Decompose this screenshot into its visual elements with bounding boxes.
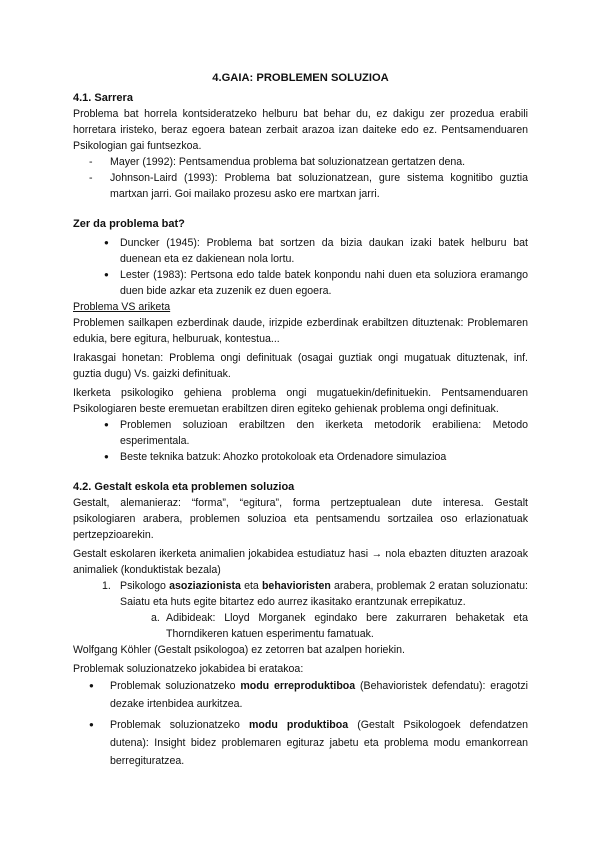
definitions-list — [73, 235, 528, 299]
list-letter: a. — [151, 612, 160, 624]
subheading-problem-vs-exercise: Problema VS ariketa — [73, 301, 171, 313]
list-number: 1. — [102, 580, 111, 592]
subheading-what-is-problem: Zer da problema bat? — [73, 218, 185, 230]
list-item — [73, 578, 528, 610]
list-item: - Johnson-Laird (1993): Problema bat soluzionatzean, gure sistema kognitibo guztia martxan jarri. Goi mailako prozesu asko ere martxan jarri. — [73, 170, 528, 202]
paragraph: Gestalt, alemanieraz: “forma”, “egitura”, forma pertzeptualean dute interesa. Gestalt psikologiaren arabera, problemen soluzioa eta pentsamendu sortzailea oso erlazionatuak pertzepzioarekin. — [73, 497, 528, 541]
list-item — [73, 716, 528, 770]
paragraph: Gestalt eskolaren ikerketa animalien jokabidea estudiatuz hasi → nola ebazten dituzten arazoak animaliek (konduktistak bezala) — [73, 548, 528, 576]
numbered-list — [73, 578, 528, 610]
paragraph: Problemak soluzionatzeko jokabidea bi eratakoa: — [73, 663, 304, 675]
list-item: ● Beste teknika batzuk: Ahozko protokoloak eta Ordenadore simulazioa — [73, 449, 528, 465]
page-title: 4.GAIA: PROBLEMEN SOLUZIOA — [212, 72, 389, 84]
list-item — [73, 610, 528, 642]
text-run: (Behavioristek defendatu): eragotzi dezake irtenbidea aurkitzea. — [110, 680, 528, 710]
text-run: Adibideak: Lloyd Morganek egindako bere zakurraren behaketak eta Thorndikeren katuen esperimentu famatuak. — [166, 612, 528, 640]
emphasis: behavioristen — [261, 580, 331, 592]
paragraph: Irakasgai honetan: Problema ongi definituak (osagai guztiak ongi mugatuak dituztenak, inf. guztia dugu) Vs. gaizki definituak. — [73, 352, 528, 380]
emphasis: asoziazionista — [169, 580, 241, 592]
emphasis: modu produktiboa — [248, 719, 349, 731]
list-item: ● Problemen soluzioan erabiltzen den ikerketa metodorik erabiliena: Metodo esperimentala. — [73, 417, 528, 449]
text-run: Problemak soluzionatzeko — [110, 719, 249, 731]
text-run: (Gestalt Psikologoek defendatzen dutena): Insight bidez problemaren egituraz jabetu eta problema modu emankorrean berregituratzea. — [110, 719, 528, 767]
section-heading-gestalt: 4.2. Gestalt eskola eta problemen soluzioa — [73, 481, 295, 493]
intro-paragraph: Problema bat horrela kontsideratzeko helburu bat behar du, ez dakigu zer prozedua erabili horretara iristeko, beraz egoera batean zerbait arazoa izan daiteke edo ez. Pentsamenduaren Psikologian gai funtsezkoa. — [73, 108, 528, 152]
list-item — [73, 677, 528, 713]
author-quotes-list — [73, 154, 528, 202]
paragraph: Ikerketa psikologiko gehiena problema ongi mugatuekin/definituekin. Pentsamenduaren Psikologiaren beste eremuetan erabiltzen diren egiteko gehienak problema ongi definituak. — [73, 387, 528, 415]
paragraph: Problemen sailkapen ezberdinak daude, irizpide ezberdinak erabiltzen dituztenak: Problemaren edukia, bere egitura, helburuak, kontestua... — [73, 317, 528, 345]
text-run: Psikologo — [120, 580, 170, 592]
list-item: ● Duncker (1945): Problema bat sortzen da bizia daukan izaki batek helburu bat duenean eta ez dakienean nola lortu. — [73, 235, 528, 267]
paragraph: Wolfgang Köhler (Gestalt psikologoa) ez zetorren bat azalpen horiekin. — [73, 644, 405, 656]
lettered-list — [73, 610, 528, 642]
emphasis: modu erreproduktiboa — [240, 680, 356, 692]
document-page — [73, 70, 528, 770]
list-item: ● Lester (1983): Pertsona edo talde batek konpondu nahi duen eta soluziora eramango duen bide azkar eta zuzenik ez duen egoera. — [73, 267, 528, 299]
section-heading-sarrera: 4.1. Sarrera — [73, 92, 133, 104]
methods-list — [73, 417, 528, 465]
text-run: Problemak soluzionatzeko — [110, 680, 241, 692]
list-item: - Mayer (1992): Pentsamendua problema bat soluzionatzean gertatzen dena. — [73, 154, 528, 170]
modes-list — [73, 677, 528, 770]
text-run: eta — [240, 580, 262, 592]
text-run: arabera, problemak 2 eratan soluzionatu: Saiatu eta huts egite bitartez edo aurrez ikasitako erantzunak errepikatuz. — [120, 580, 528, 608]
